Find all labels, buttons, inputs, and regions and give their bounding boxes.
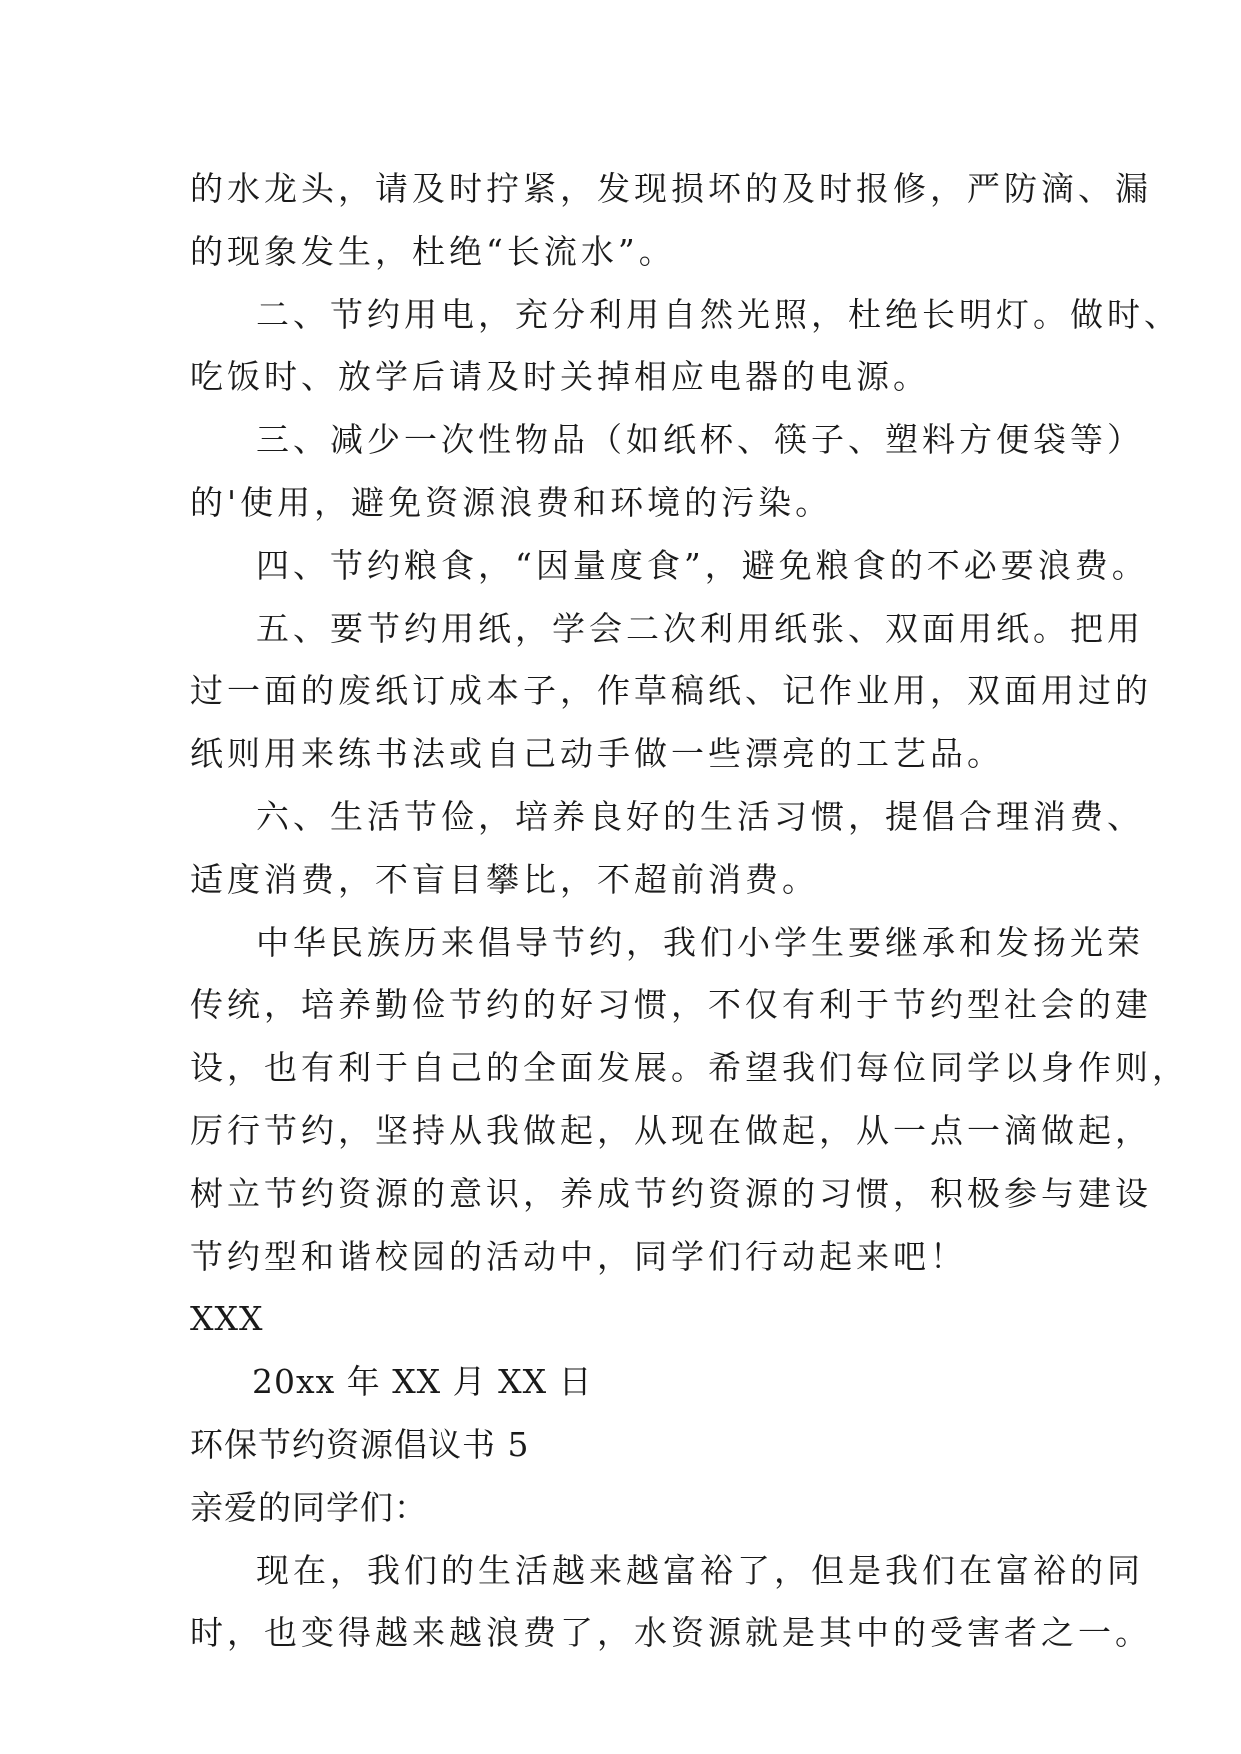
paragraph-line: 时，也变得越来越浪费了，水资源就是其中的受害者之一。 bbox=[190, 1613, 1152, 1653]
paragraph-line: 五、要节约用纸，学会二次利用纸张、双面用纸。把用 bbox=[256, 608, 1144, 648]
paragraph-line: 的'使用，避免资源浪费和环境的污染。 bbox=[190, 482, 833, 522]
paragraph-line: 纸则用来练书法或自己动手做一些漂亮的工艺品。 bbox=[190, 734, 1004, 774]
paragraph-line: 的现象发生，杜绝“长流水”。 bbox=[190, 231, 676, 271]
signature-name: XXX bbox=[190, 1299, 264, 1339]
paragraph-line: 的水龙头，请及时拧紧，发现损坏的及时报修，严防滴、漏 bbox=[190, 169, 1152, 208]
paragraph-line: 二、节约用电，充分利用自然光照，杜绝长明灯。做时、 bbox=[256, 294, 1181, 334]
paragraph-line: 三、减少一次性物品（如纸杯、筷子、塑料方便袋等） bbox=[256, 420, 1144, 460]
paragraph-line: 六、生活节俭，培养良好的生活习惯，提倡合理消费、 bbox=[256, 796, 1144, 836]
paragraph-line: 设，也有利于自己的全面发展。希望我们每位同学以身作则， bbox=[190, 1048, 1189, 1088]
paragraph-line: 适度消费，不盲目攀比，不超前消费。 bbox=[190, 859, 819, 899]
salutation: 亲爱的同学们： bbox=[190, 1487, 428, 1527]
signature-date: 20xx 年 XX 月 XX 日 bbox=[252, 1362, 593, 1402]
paragraph-line: 四、节约粮食，“因量度食”，避免粮食的不必要浪费。 bbox=[256, 545, 1149, 585]
paragraph-line: 过一面的废纸订成本子，作草稿纸、记作业用，双面用过的 bbox=[190, 671, 1152, 711]
paragraph-line: 树立节约资源的意识，养成节约资源的习惯，积极参与建设 bbox=[190, 1173, 1152, 1213]
paragraph-line: 传统，培养勤俭节约的好习惯，不仅有利于节约型社会的建 bbox=[190, 985, 1152, 1025]
paragraph-line: 吃饭时、放学后请及时关掉相应电器的电源。 bbox=[190, 357, 930, 397]
paragraph-line: 现在，我们的生活越来越富裕了，但是我们在富裕的同 bbox=[256, 1550, 1144, 1590]
section-title: 环保节约资源倡议书 5 bbox=[190, 1424, 530, 1464]
paragraph-line: 中华民族历来倡导节约，我们小学生要继承和发扬光荣 bbox=[256, 922, 1144, 962]
paragraph-line: 节约型和谐校园的活动中，同学们行动起来吧！ bbox=[190, 1236, 967, 1276]
paragraph-line: 厉行节约，坚持从我做起，从现在做起，从一点一滴做起， bbox=[190, 1110, 1152, 1150]
document-body bbox=[190, 158, 1189, 1665]
